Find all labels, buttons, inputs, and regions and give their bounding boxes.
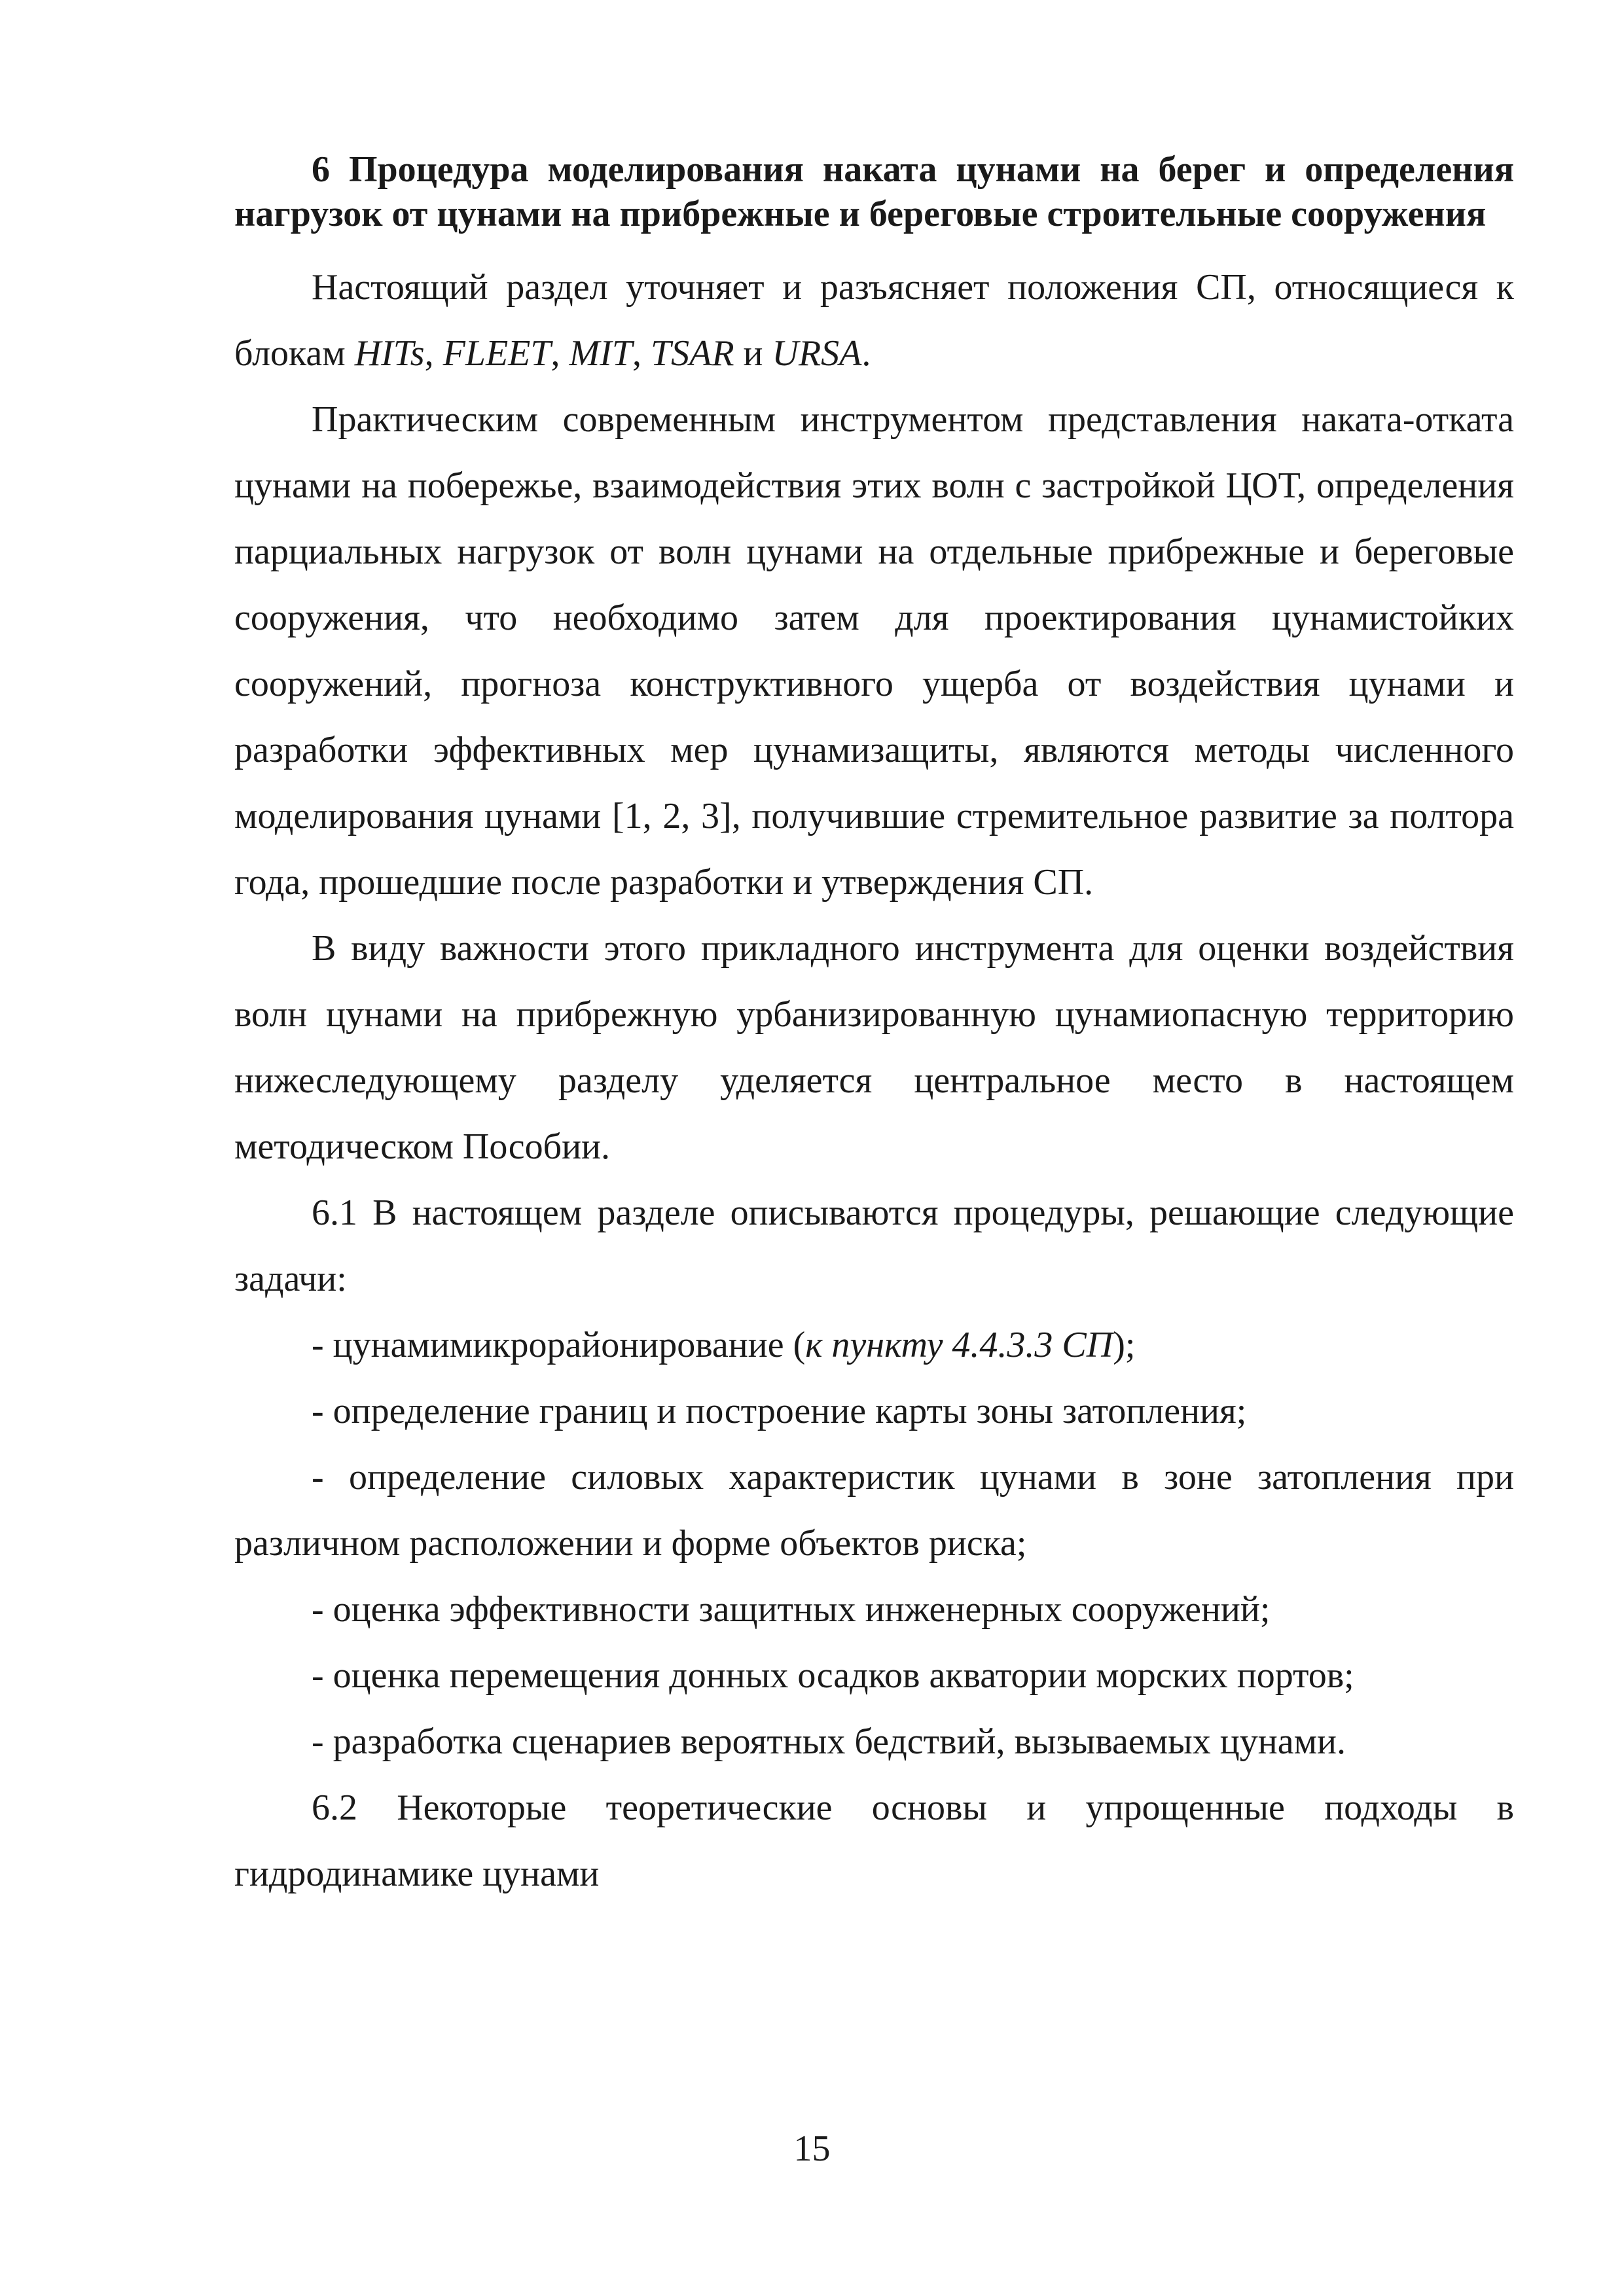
list-item — [234, 1312, 1514, 1378]
paragraph-6-2: 6.2 Некоторые теоретические основы и упрощенные подходы в гидродинамике цунами — [234, 1787, 1514, 1894]
separator: , — [550, 333, 569, 374]
document-body — [234, 147, 1514, 1907]
list-item: - оценка эффективности защитных инженерных сооружений; — [312, 1589, 1271, 1630]
block-name-mit: MIT — [569, 333, 632, 374]
list-item: - определение силовых характеристик цунами в зоне затопления при различном расположении и форме объектов риска; — [234, 1457, 1514, 1564]
separator: , — [424, 333, 443, 374]
list-item-reference: к пункту 4.4.3.3 СП — [805, 1325, 1113, 1365]
paragraph-methods: Практическим современным инструментом представления наката-отката цунами на побережье, взаимодействия этих волн с застройкой ЦОТ, определения парциальных нагрузок от волн цунами на отдельные прибрежные и береговые сооружения, что необходимо затем для проектирования цунамистойких сооружений, прогноза конструктивного ущерба от воздействия цунами и разработки эффективных мер цунамизащиты, являются методы численного моделирования цунами [1, 2, 3], получившие стремительное развитие за полтора года, прошедшие после разработки и утверждения СП. — [234, 399, 1514, 903]
separator: , — [632, 333, 651, 374]
list-item: - оценка перемещения донных осадков акватории морских портов; — [312, 1655, 1354, 1696]
section-heading: 6 Процедура моделирования наката цунами на берег и определения нагрузок от цунами на прибрежные и береговые строительные сооружения — [234, 149, 1514, 234]
period: . — [861, 333, 871, 374]
block-name-hits: HITs — [354, 333, 425, 374]
block-name-tsar: TSAR — [650, 333, 734, 374]
block-name-fleet: FLEET — [442, 333, 551, 374]
paragraph-6-1: 6.1 В настоящем разделе описываются процедуры, решающие следующие задачи: — [234, 1193, 1514, 1299]
paragraph-intro-text: Настоящий раздел уточняет и разъясняет положения СП, относящиеся к блокам — [234, 267, 1514, 374]
list-item-end: ); — [1113, 1325, 1136, 1365]
conjunction: и — [734, 333, 772, 374]
list-item-text: - цунамимикрорайонирование ( — [312, 1325, 806, 1365]
list-item: - разработка сценариев вероятных бедствий, вызываемых цунами. — [312, 1721, 1346, 1762]
list-item: - определение границ и построение карты зоны затопления; — [312, 1391, 1247, 1431]
page-number: 15 — [793, 2128, 831, 2169]
block-name-ursa: URSA — [772, 333, 862, 374]
paragraph-importance: В виду важности этого прикладного инструмента для оценки воздействия волн цунами на прибрежную урбанизированную цунамиопасную территорию нижеследующему разделу уделяется центральное место в настоящем методическом Пособии. — [234, 928, 1514, 1167]
paragraph-intro — [234, 255, 1514, 387]
